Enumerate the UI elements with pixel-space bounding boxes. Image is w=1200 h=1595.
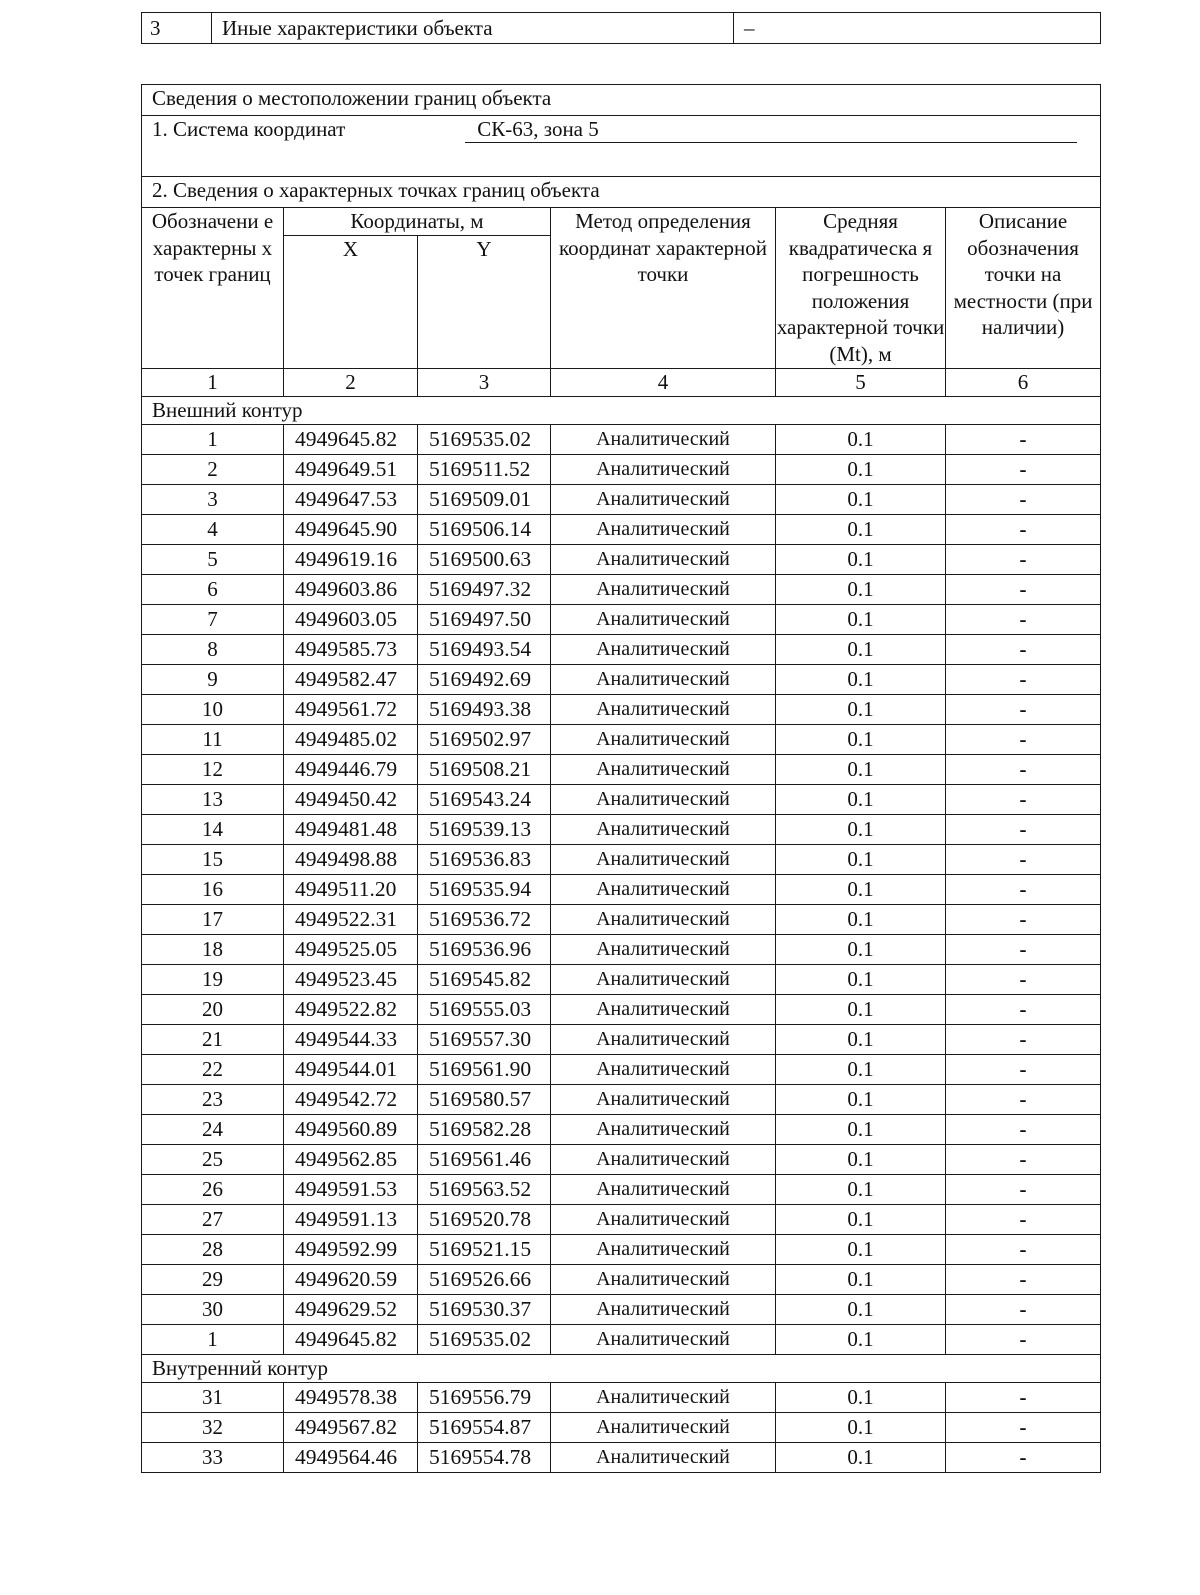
- y-coordinate: 5169506.14: [418, 515, 551, 545]
- method-cell: Аналитический: [551, 695, 776, 725]
- method-cell: Аналитический: [551, 1383, 776, 1413]
- y-coordinate: 5169535.02: [418, 1325, 551, 1355]
- table-row: [142, 1085, 1101, 1115]
- x-coordinate: 4949585.73: [284, 635, 418, 665]
- y-coordinate: 5169580.57: [418, 1085, 551, 1115]
- x-coordinate: 4949485.02: [284, 725, 418, 755]
- point-number: 21: [142, 1025, 284, 1055]
- row-label: Иные характеристики объекта: [212, 13, 734, 44]
- column-number: 1: [142, 369, 284, 397]
- description-cell: -: [946, 665, 1101, 695]
- table-row: [142, 1025, 1101, 1055]
- description-cell: -: [946, 1383, 1101, 1413]
- table-row: [142, 1235, 1101, 1265]
- point-number: 29: [142, 1265, 284, 1295]
- error-cell: 0.1: [776, 1205, 946, 1235]
- y-coordinate: 5169536.83: [418, 845, 551, 875]
- method-cell: Аналитический: [551, 425, 776, 455]
- method-cell: Аналитический: [551, 515, 776, 545]
- method-cell: Аналитический: [551, 815, 776, 845]
- point-number: 6: [142, 575, 284, 605]
- y-coordinate: 5169497.50: [418, 605, 551, 635]
- table-row: [142, 905, 1101, 935]
- description-cell: -: [946, 545, 1101, 575]
- description-cell: -: [946, 1443, 1101, 1473]
- table-row: [142, 1413, 1101, 1443]
- point-number: 20: [142, 995, 284, 1025]
- header-x: X: [284, 236, 418, 369]
- error-cell: 0.1: [776, 1325, 946, 1355]
- point-number: 8: [142, 635, 284, 665]
- y-coordinate: 5169493.54: [418, 635, 551, 665]
- point-number: 27: [142, 1205, 284, 1235]
- characteristics-table: [141, 12, 1101, 44]
- header-description: Описание обозначения точки на местности (при наличии): [946, 208, 1101, 369]
- table-row: [142, 755, 1101, 785]
- table-row: [142, 425, 1101, 455]
- x-coordinate: 4949511.20: [284, 875, 418, 905]
- description-cell: -: [946, 1115, 1101, 1145]
- error-cell: 0.1: [776, 965, 946, 995]
- point-number: 1: [142, 1325, 284, 1355]
- table-row: [142, 845, 1101, 875]
- y-coordinate: 5169521.15: [418, 1235, 551, 1265]
- table-row: [142, 85, 1101, 116]
- point-number: 5: [142, 545, 284, 575]
- x-coordinate: 4949567.82: [284, 1413, 418, 1443]
- method-cell: Аналитический: [551, 725, 776, 755]
- y-coordinate: 5169497.32: [418, 575, 551, 605]
- description-cell: -: [946, 815, 1101, 845]
- description-cell: -: [946, 1295, 1101, 1325]
- description-cell: -: [946, 515, 1101, 545]
- description-cell: -: [946, 485, 1101, 515]
- coord-system-value: СК-63, зона 5: [465, 116, 1077, 143]
- y-coordinate: 5169545.82: [418, 965, 551, 995]
- y-coordinate: 5169536.72: [418, 905, 551, 935]
- table-row: [142, 785, 1101, 815]
- error-cell: 0.1: [776, 425, 946, 455]
- error-cell: 0.1: [776, 485, 946, 515]
- method-cell: Аналитический: [551, 755, 776, 785]
- error-cell: 0.1: [776, 1085, 946, 1115]
- y-coordinate: 5169561.46: [418, 1145, 551, 1175]
- error-cell: 0.1: [776, 575, 946, 605]
- header-y: Y: [418, 236, 551, 369]
- method-cell: Аналитический: [551, 575, 776, 605]
- error-cell: 0.1: [776, 1235, 946, 1265]
- error-cell: 0.1: [776, 875, 946, 905]
- error-cell: 0.1: [776, 545, 946, 575]
- method-cell: Аналитический: [551, 485, 776, 515]
- point-number: 12: [142, 755, 284, 785]
- column-number: 6: [946, 369, 1101, 397]
- point-number: 24: [142, 1115, 284, 1145]
- table-row: [142, 1115, 1101, 1145]
- point-number: 11: [142, 725, 284, 755]
- column-number: 3: [418, 369, 551, 397]
- table-row: [142, 875, 1101, 905]
- x-coordinate: 4949582.47: [284, 665, 418, 695]
- x-coordinate: 4949542.72: [284, 1085, 418, 1115]
- table-row: [142, 1383, 1101, 1413]
- y-coordinate: 5169502.97: [418, 725, 551, 755]
- point-number: 23: [142, 1085, 284, 1115]
- description-cell: -: [946, 725, 1101, 755]
- table-row: [142, 1443, 1101, 1473]
- x-coordinate: 4949544.01: [284, 1055, 418, 1085]
- table-row: [142, 1325, 1101, 1355]
- error-cell: 0.1: [776, 1383, 946, 1413]
- column-number: 2: [284, 369, 418, 397]
- y-coordinate: 5169500.63: [418, 545, 551, 575]
- y-coordinate: 5169492.69: [418, 665, 551, 695]
- x-coordinate: 4949446.79: [284, 755, 418, 785]
- description-cell: -: [946, 695, 1101, 725]
- x-coordinate: 4949591.53: [284, 1175, 418, 1205]
- y-coordinate: 5169555.03: [418, 995, 551, 1025]
- method-cell: Аналитический: [551, 635, 776, 665]
- method-cell: Аналитический: [551, 1325, 776, 1355]
- y-coordinate: 5169493.38: [418, 695, 551, 725]
- description-cell: -: [946, 965, 1101, 995]
- header-point-id: Обозначени е характерны х точек границ: [142, 208, 284, 369]
- x-coordinate: 4949562.85: [284, 1145, 418, 1175]
- method-cell: Аналитический: [551, 1145, 776, 1175]
- table-row: [142, 1145, 1101, 1175]
- table-row: [142, 725, 1101, 755]
- y-coordinate: 5169554.78: [418, 1443, 551, 1473]
- description-cell: -: [946, 455, 1101, 485]
- x-coordinate: 4949561.72: [284, 695, 418, 725]
- header-coordinates: Координаты, м: [284, 208, 551, 236]
- x-coordinate: 4949481.48: [284, 815, 418, 845]
- point-number: 31: [142, 1383, 284, 1413]
- table-row: [142, 455, 1101, 485]
- error-cell: 0.1: [776, 1175, 946, 1205]
- error-cell: 0.1: [776, 1295, 946, 1325]
- method-cell: Аналитический: [551, 845, 776, 875]
- method-cell: Аналитический: [551, 665, 776, 695]
- x-coordinate: 4949645.82: [284, 1325, 418, 1355]
- error-cell: 0.1: [776, 695, 946, 725]
- method-cell: Аналитический: [551, 1235, 776, 1265]
- description-cell: -: [946, 575, 1101, 605]
- error-cell: 0.1: [776, 905, 946, 935]
- column-number: 5: [776, 369, 946, 397]
- boundary-table: [141, 84, 1101, 1473]
- error-cell: 0.1: [776, 1265, 946, 1295]
- method-cell: Аналитический: [551, 545, 776, 575]
- y-coordinate: 5169509.01: [418, 485, 551, 515]
- y-coordinate: 5169557.30: [418, 1025, 551, 1055]
- method-cell: Аналитический: [551, 875, 776, 905]
- method-cell: Аналитический: [551, 1175, 776, 1205]
- description-cell: -: [946, 845, 1101, 875]
- error-cell: 0.1: [776, 935, 946, 965]
- point-number: 13: [142, 785, 284, 815]
- table-row: [142, 1055, 1101, 1085]
- y-coordinate: 5169563.52: [418, 1175, 551, 1205]
- x-coordinate: 4949645.90: [284, 515, 418, 545]
- description-cell: -: [946, 1265, 1101, 1295]
- description-cell: -: [946, 755, 1101, 785]
- y-coordinate: 5169539.13: [418, 815, 551, 845]
- y-coordinate: 5169543.24: [418, 785, 551, 815]
- error-cell: 0.1: [776, 845, 946, 875]
- description-cell: -: [946, 1055, 1101, 1085]
- coord-system-label: 1. Система координат: [152, 117, 346, 141]
- error-cell: 0.1: [776, 605, 946, 635]
- error-cell: 0.1: [776, 1145, 946, 1175]
- x-coordinate: 4949522.82: [284, 995, 418, 1025]
- table-row: [142, 575, 1101, 605]
- error-cell: 0.1: [776, 815, 946, 845]
- x-coordinate: 4949564.46: [284, 1443, 418, 1473]
- header-error: Средняя квадратическа я погрешность положения характерной точки (Mt), м: [776, 208, 946, 369]
- x-coordinate: 4949591.13: [284, 1205, 418, 1235]
- error-cell: 0.1: [776, 755, 946, 785]
- points-title: 2. Сведения о характерных точках границ объекта: [142, 177, 1101, 208]
- description-cell: -: [946, 905, 1101, 935]
- x-coordinate: 4949450.42: [284, 785, 418, 815]
- table-row: [142, 665, 1101, 695]
- point-number: 25: [142, 1145, 284, 1175]
- table-row: [142, 116, 1101, 177]
- y-coordinate: 5169535.02: [418, 425, 551, 455]
- method-cell: Аналитический: [551, 605, 776, 635]
- column-number: 4: [551, 369, 776, 397]
- x-coordinate: 4949522.31: [284, 905, 418, 935]
- table-row: [142, 1205, 1101, 1235]
- point-number: 18: [142, 935, 284, 965]
- method-cell: Аналитический: [551, 785, 776, 815]
- description-cell: -: [946, 1085, 1101, 1115]
- method-cell: Аналитический: [551, 455, 776, 485]
- table-row: [142, 177, 1101, 208]
- table-row: [142, 815, 1101, 845]
- error-cell: 0.1: [776, 1115, 946, 1145]
- point-number: 4: [142, 515, 284, 545]
- x-coordinate: 4949603.86: [284, 575, 418, 605]
- error-cell: 0.1: [776, 1055, 946, 1085]
- x-coordinate: 4949619.16: [284, 545, 418, 575]
- description-cell: -: [946, 1145, 1101, 1175]
- x-coordinate: 4949629.52: [284, 1295, 418, 1325]
- description-cell: -: [946, 605, 1101, 635]
- y-coordinate: 5169520.78: [418, 1205, 551, 1235]
- method-cell: Аналитический: [551, 1205, 776, 1235]
- error-cell: 0.1: [776, 1443, 946, 1473]
- y-coordinate: 5169554.87: [418, 1413, 551, 1443]
- point-number: 9: [142, 665, 284, 695]
- point-number: 2: [142, 455, 284, 485]
- contour-label: Внутренний контур: [142, 1355, 1101, 1383]
- table-row: [142, 1295, 1101, 1325]
- y-coordinate: 5169556.79: [418, 1383, 551, 1413]
- point-number: 22: [142, 1055, 284, 1085]
- y-coordinate: 5169511.52: [418, 455, 551, 485]
- x-coordinate: 4949578.38: [284, 1383, 418, 1413]
- table-row: [142, 635, 1101, 665]
- point-number: 7: [142, 605, 284, 635]
- y-coordinate: 5169582.28: [418, 1115, 551, 1145]
- point-number: 15: [142, 845, 284, 875]
- method-cell: Аналитический: [551, 1115, 776, 1145]
- header-row: [142, 208, 1101, 236]
- method-cell: Аналитический: [551, 1443, 776, 1473]
- x-coordinate: 4949647.53: [284, 485, 418, 515]
- point-number: 14: [142, 815, 284, 845]
- x-coordinate: 4949645.82: [284, 425, 418, 455]
- table-row: [142, 605, 1101, 635]
- description-cell: -: [946, 935, 1101, 965]
- table-row: [142, 1265, 1101, 1295]
- error-cell: 0.1: [776, 1025, 946, 1055]
- y-coordinate: 5169561.90: [418, 1055, 551, 1085]
- table-row: [142, 965, 1101, 995]
- x-coordinate: 4949523.45: [284, 965, 418, 995]
- table-row: [142, 515, 1101, 545]
- table-row: [142, 485, 1101, 515]
- table-row: [142, 13, 1101, 44]
- description-cell: -: [946, 995, 1101, 1025]
- method-cell: Аналитический: [551, 1025, 776, 1055]
- table-row: [142, 545, 1101, 575]
- point-number: 30: [142, 1295, 284, 1325]
- error-cell: 0.1: [776, 455, 946, 485]
- method-cell: Аналитический: [551, 995, 776, 1025]
- point-number: 26: [142, 1175, 284, 1205]
- method-cell: Аналитический: [551, 1413, 776, 1443]
- error-cell: 0.1: [776, 515, 946, 545]
- contour-heading-row: [142, 397, 1101, 425]
- error-cell: 0.1: [776, 635, 946, 665]
- error-cell: 0.1: [776, 1413, 946, 1443]
- point-number: 32: [142, 1413, 284, 1443]
- point-number: 16: [142, 875, 284, 905]
- x-coordinate: 4949525.05: [284, 935, 418, 965]
- description-cell: -: [946, 1175, 1101, 1205]
- row-number: 3: [142, 13, 212, 44]
- description-cell: -: [946, 425, 1101, 455]
- point-number: 28: [142, 1235, 284, 1265]
- description-cell: -: [946, 875, 1101, 905]
- y-coordinate: 5169536.96: [418, 935, 551, 965]
- x-coordinate: 4949603.05: [284, 605, 418, 635]
- point-number: 3: [142, 485, 284, 515]
- x-coordinate: 4949592.99: [284, 1235, 418, 1265]
- table-row: [142, 695, 1101, 725]
- method-cell: Аналитический: [551, 1295, 776, 1325]
- description-cell: -: [946, 1025, 1101, 1055]
- x-coordinate: 4949620.59: [284, 1265, 418, 1295]
- method-cell: Аналитический: [551, 1085, 776, 1115]
- method-cell: Аналитический: [551, 1265, 776, 1295]
- method-cell: Аналитический: [551, 965, 776, 995]
- column-numbers-row: [142, 369, 1101, 397]
- y-coordinate: 5169530.37: [418, 1295, 551, 1325]
- point-number: 17: [142, 905, 284, 935]
- description-cell: -: [946, 1205, 1101, 1235]
- point-number: 10: [142, 695, 284, 725]
- y-coordinate: 5169526.66: [418, 1265, 551, 1295]
- description-cell: -: [946, 1325, 1101, 1355]
- header-method: Метод определения координат характерной точки: [551, 208, 776, 369]
- description-cell: -: [946, 635, 1101, 665]
- description-cell: -: [946, 1235, 1101, 1265]
- x-coordinate: 4949649.51: [284, 455, 418, 485]
- error-cell: 0.1: [776, 995, 946, 1025]
- contour-heading-row: [142, 1355, 1101, 1383]
- error-cell: 0.1: [776, 665, 946, 695]
- method-cell: Аналитический: [551, 935, 776, 965]
- method-cell: Аналитический: [551, 905, 776, 935]
- x-coordinate: 4949498.88: [284, 845, 418, 875]
- x-coordinate: 4949544.33: [284, 1025, 418, 1055]
- y-coordinate: 5169535.94: [418, 875, 551, 905]
- row-value: –: [734, 13, 1101, 44]
- method-cell: Аналитический: [551, 1055, 776, 1085]
- contour-label: Внешний контур: [142, 397, 1101, 425]
- description-cell: -: [946, 785, 1101, 815]
- table-row: [142, 935, 1101, 965]
- table-row: [142, 995, 1101, 1025]
- error-cell: 0.1: [776, 725, 946, 755]
- point-number: 19: [142, 965, 284, 995]
- y-coordinate: 5169508.21: [418, 755, 551, 785]
- x-coordinate: 4949560.89: [284, 1115, 418, 1145]
- coordinate-system: [142, 116, 1101, 177]
- point-number: 33: [142, 1443, 284, 1473]
- error-cell: 0.1: [776, 785, 946, 815]
- description-cell: -: [946, 1413, 1101, 1443]
- point-number: 1: [142, 425, 284, 455]
- section-title: Сведения о местоположении границ объекта: [142, 85, 1101, 116]
- table-row: [142, 1175, 1101, 1205]
